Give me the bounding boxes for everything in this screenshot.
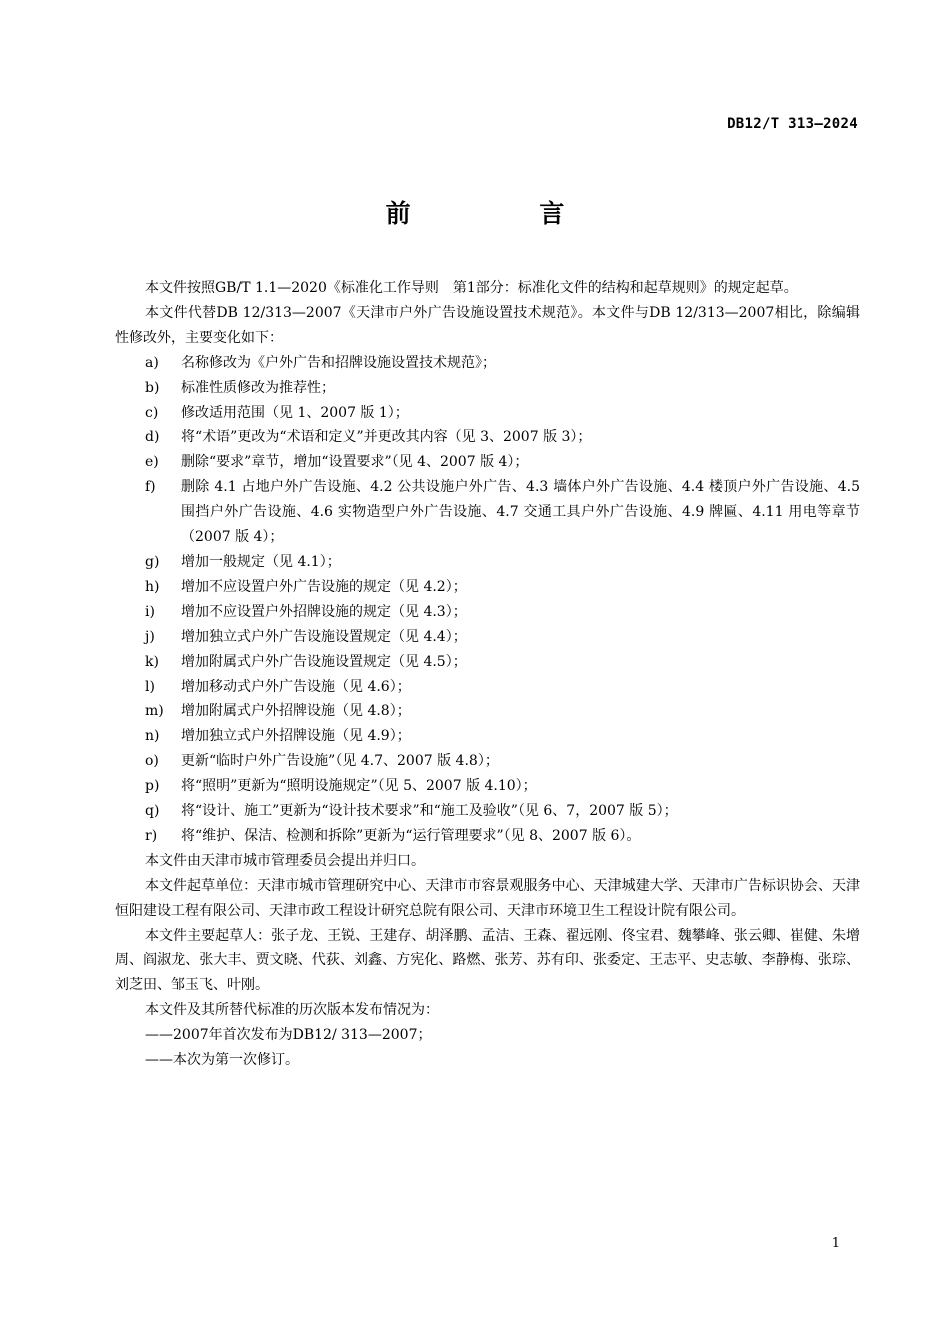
- list-marker: c): [145, 404, 159, 421]
- list-text: 将“设计、施工”更新为“设计技术要求”和“施工及验收”（见 6、7，2007 版 5）；: [181, 803, 678, 820]
- paragraph-drafters: 本文件主要起草人：张子龙、王锐、王建存、胡泽鹏、孟洁、王森、翟远刚、佟宝君、魏攀峰、张云卿、崔健、朱增周、阎淑龙、张大丰、贾文晓、代荻、刘鑫、方宪化、路燃、张芳、苏有印、张委定、王志平、史志敏、李静梅、张琮、刘芝田、邹玉飞、叶刚。: [115, 927, 860, 994]
- list-item: [115, 450, 860, 475]
- list-marker: m): [145, 703, 164, 720]
- document-code: DB12/T 313—2024: [727, 116, 858, 132]
- list-marker: k): [145, 653, 159, 670]
- list-marker: p): [145, 778, 160, 795]
- list-item: [115, 774, 860, 799]
- list-text: 标准性质修改为推荐性；: [181, 379, 335, 396]
- list-text: 将“术语”更改为“术语和定义”并更改其内容（见 3、2007 版 3）；: [181, 429, 592, 446]
- page-title: 前 言: [385, 199, 625, 228]
- list-item: [115, 575, 860, 600]
- list-item: [115, 724, 860, 749]
- list-marker: o): [145, 753, 159, 770]
- list-text: 增加独立式户外招牌设施（见 4.9）；: [181, 728, 411, 745]
- list-marker: a): [145, 354, 159, 371]
- list-item: [115, 351, 860, 376]
- list-text: 增加附属式户外广告设施设置规定（见 4.5）；: [181, 653, 467, 670]
- list-item: [115, 824, 860, 849]
- list-marker: e): [145, 454, 159, 471]
- list-text: 名称修改为《户外广告和招牌设施设置技术规范》；: [181, 354, 496, 371]
- list-item: [115, 699, 860, 724]
- paragraph-drafting-basis: 本文件按照GB/T 1.1—2020《标准化工作导则 第1部分：标准化文件的结构和起草规则》的规定起草。: [145, 280, 798, 296]
- document-body: [115, 276, 860, 1073]
- list-item: [115, 425, 860, 450]
- list-text: 删除“要求”章节，增加“设置要求”（见 4、2007 版 4）；: [181, 454, 529, 471]
- list-text: 增加一般规定（见 4.1）；: [181, 553, 341, 570]
- changes-list: [115, 351, 860, 849]
- list-item: [115, 475, 860, 550]
- list-item: [115, 376, 860, 401]
- list-marker: b): [145, 379, 160, 396]
- list-text: 增加不应设置户外招牌设施的规定（见 4.3）；: [181, 603, 467, 620]
- paragraph-proposer: 本文件由天津市城市管理委员会提出并归口。: [145, 852, 425, 869]
- list-marker: j): [145, 628, 155, 645]
- list-item: [115, 625, 860, 650]
- list-item: [115, 550, 860, 575]
- list-text: 修改适用范围（见 1、2007 版 1）；: [181, 404, 409, 421]
- list-item: [115, 401, 860, 426]
- list-marker: r): [145, 827, 158, 844]
- history-item: ——本次为第一次修订。: [145, 1052, 299, 1069]
- list-item: [115, 749, 860, 774]
- list-text: 删除 4.1 占地户外广告设施、4.2 公共设施户外广告、4.3 墙体户外广告设施、4.4 楼顶户外广告设施、4.5 围挡户外广告设施、4.6 实物造型户外广告设施、4.7 交通工具户外广告设施、4.9 牌匾、4.11 用电等章节（2007 版 4）；: [181, 479, 860, 546]
- list-text: 增加不应设置户外广告设施的规定（见 4.2）；: [181, 578, 467, 595]
- list-text: 增加移动式户外广告设施（见 4.6）；: [181, 678, 411, 695]
- list-marker: g): [145, 553, 160, 570]
- list-text: 更新“临时户外广告设施”（见 4.7、2007 版 4.8）；: [181, 753, 499, 770]
- list-marker: q): [145, 803, 160, 820]
- list-text: 增加附属式户外招牌设施（见 4.8）；: [181, 703, 411, 720]
- list-item: [115, 600, 860, 625]
- page-number: 1: [831, 1236, 840, 1251]
- paragraph-replacement: 本文件代替DB 12/313—2007《天津市户外广告设施设置技术规范》。本文件与DB 12/313—2007相比，除编辑性修改外，主要变化如下：: [115, 304, 860, 346]
- list-marker: d): [145, 429, 160, 446]
- list-marker: n): [145, 728, 160, 745]
- list-text: 将“维护、保洁、检测和拆除”更新为“运行管理要求”（见 8、2007 版 6）。: [181, 827, 641, 844]
- paragraph-history-intro: 本文件及其所替代标准的历次版本发布情况为：: [145, 1002, 439, 1019]
- history-item: ——2007年首次发布为DB12/ 313—2007；: [145, 1027, 432, 1044]
- list-item: [115, 799, 860, 824]
- paragraph-drafting-units: 本文件起草单位：天津市城市管理研究中心、天津市市容景观服务中心、天津城建大学、天津市广告标识协会、天津恒阳建设工程有限公司、天津市政工程设计研究总院有限公司、天津市环境卫生工程设计院有限公司。: [115, 877, 860, 919]
- list-marker: l): [145, 678, 155, 695]
- list-marker: i): [145, 603, 155, 620]
- list-text: 将“照明”更新为“照明设施规定”（见 5、2007 版 4.10）；: [181, 778, 537, 795]
- list-text: 增加独立式户外广告设施设置规定（见 4.4）；: [181, 628, 467, 645]
- list-item: [115, 675, 860, 700]
- list-item: [115, 650, 860, 675]
- list-marker: f): [145, 479, 156, 496]
- list-marker: h): [145, 578, 160, 595]
